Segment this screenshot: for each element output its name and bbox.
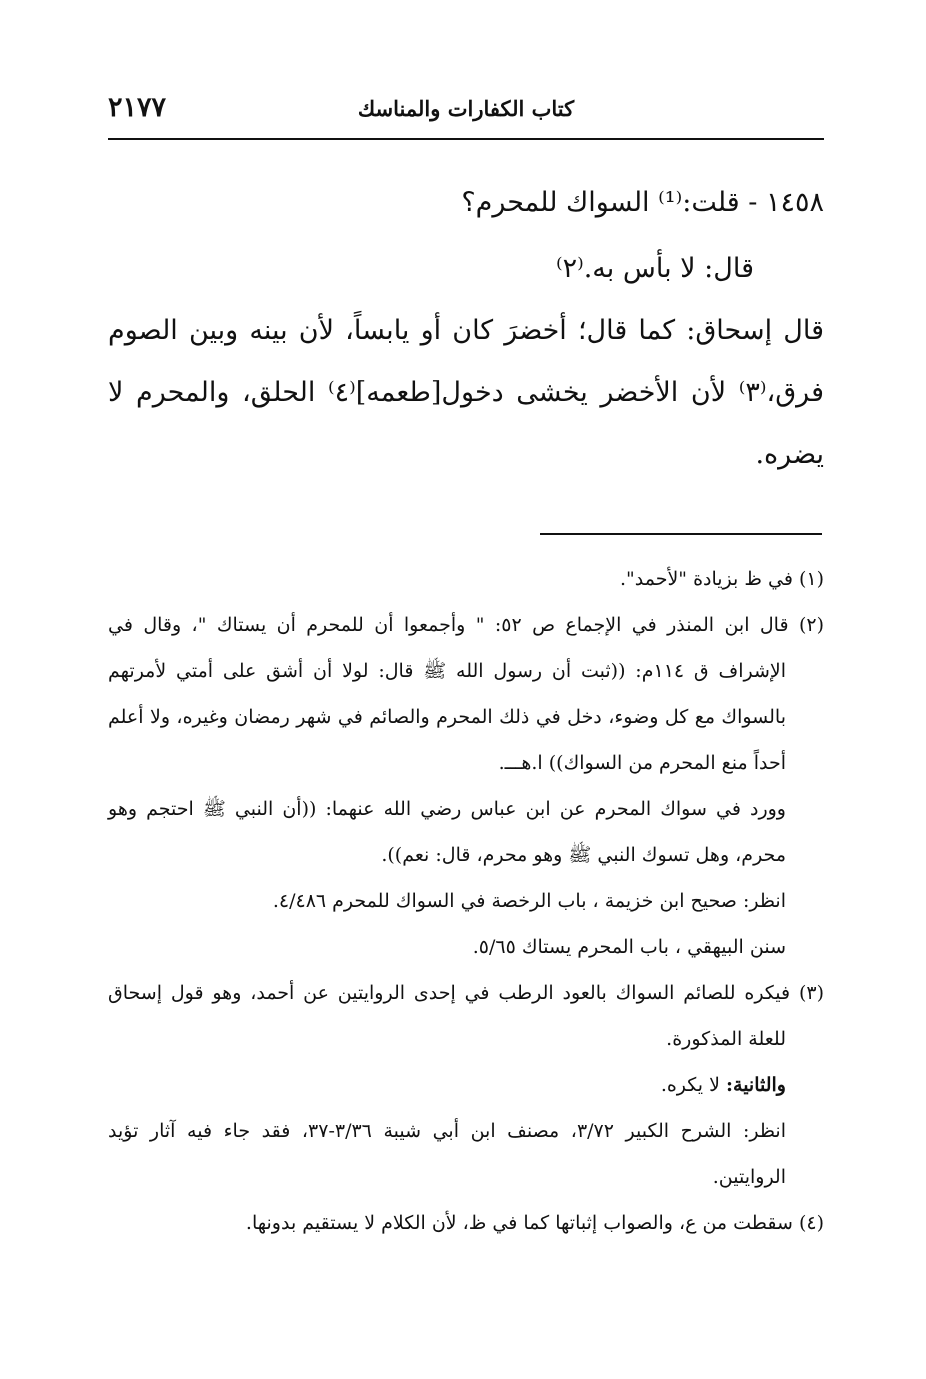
footnote-2-hadith: وورد في سواك المحرم عن ابن عباس رضي الله عنهما: ((أن النبي ﷺ احتجم وهو محرم، وهل تسوك النبي ﷺ وهو محرم، قال: نعم)). [108, 798, 786, 866]
footnote-3-refs: انظر: الشرح الكبير ٣/٧٢، مصنف ابن أبي شيبة ٣/٣٦-٣٧، فقد جاء فيه آثار تؤيد الروايتين. [108, 1120, 786, 1188]
footnote-2-ref-2: سنن البيهقي ، باب المحرم يستاك ٥/٦٥. [472, 936, 786, 958]
footnote-2-ref-1: انظر: صحيح ابن خزيمة ، باب الرخصة في السواك للمحرم ٤/٤٨٦. [272, 890, 786, 912]
footnote-3-second-text: لا يكره. [660, 1074, 726, 1096]
question-1458: ١٤٥٨ - قلت:⁽¹⁾ السواك للمحرم؟ [461, 187, 824, 218]
footnote-2: (٢) قال ابن المنذر في الإجماع ص ٥٢: " وأجمعوا أن للمحرم أن يستاك "، وقال في الإشراف ق ١١٤م: ((ثبت أن رسول الله ﷺ قال: لولا أن أشق على أمتي لأمرتهم بالسواك مع كل وضوء، دخل في ذلك المحرم والصائم في شهر رمضان وغيره، ولا أعلم أحداً منع المحرم من السواك)) ا.هـــ. [108, 614, 824, 774]
page-number: ٢١٧٧ [108, 92, 167, 123]
footnote-4: (٤) سقطت من ع، والصواب إثباتها كما في ظ، لأن الكلام لا يستقيم بدونها. [245, 1212, 824, 1234]
page-header [108, 92, 824, 136]
footnotes [108, 556, 824, 1246]
footnote-3-second-label: والثانية: [726, 1074, 786, 1096]
footnote-3-second-view [108, 1062, 824, 1108]
answer-ishaq: قال إسحاق: كما قال؛ أخضرَ كان أو يابساً، لأن بينه وبين الصوم فرق،⁽٣⁾ لأن الأخضر يخشى دخول[طعمه]⁽٤⁾ الحلق، والمحرم لا يضره. [108, 315, 824, 470]
footnote-1: (١) في ظ بزيادة "لأحمد". [619, 568, 824, 590]
header-rule [108, 138, 824, 140]
main-text [108, 172, 824, 486]
answer-ahmad: قال: لا بأس به.⁽٢⁾ [555, 253, 754, 284]
running-title: كتاب الكفارات والمناسك [357, 96, 575, 121]
footnote-3: (٣) فيكره للصائم السواك بالعود الرطب في إحدى الروايتين عن أحمد، وهو قول إسحاق للعلة المذكورة. [108, 982, 824, 1050]
footnote-rule [540, 533, 822, 535]
